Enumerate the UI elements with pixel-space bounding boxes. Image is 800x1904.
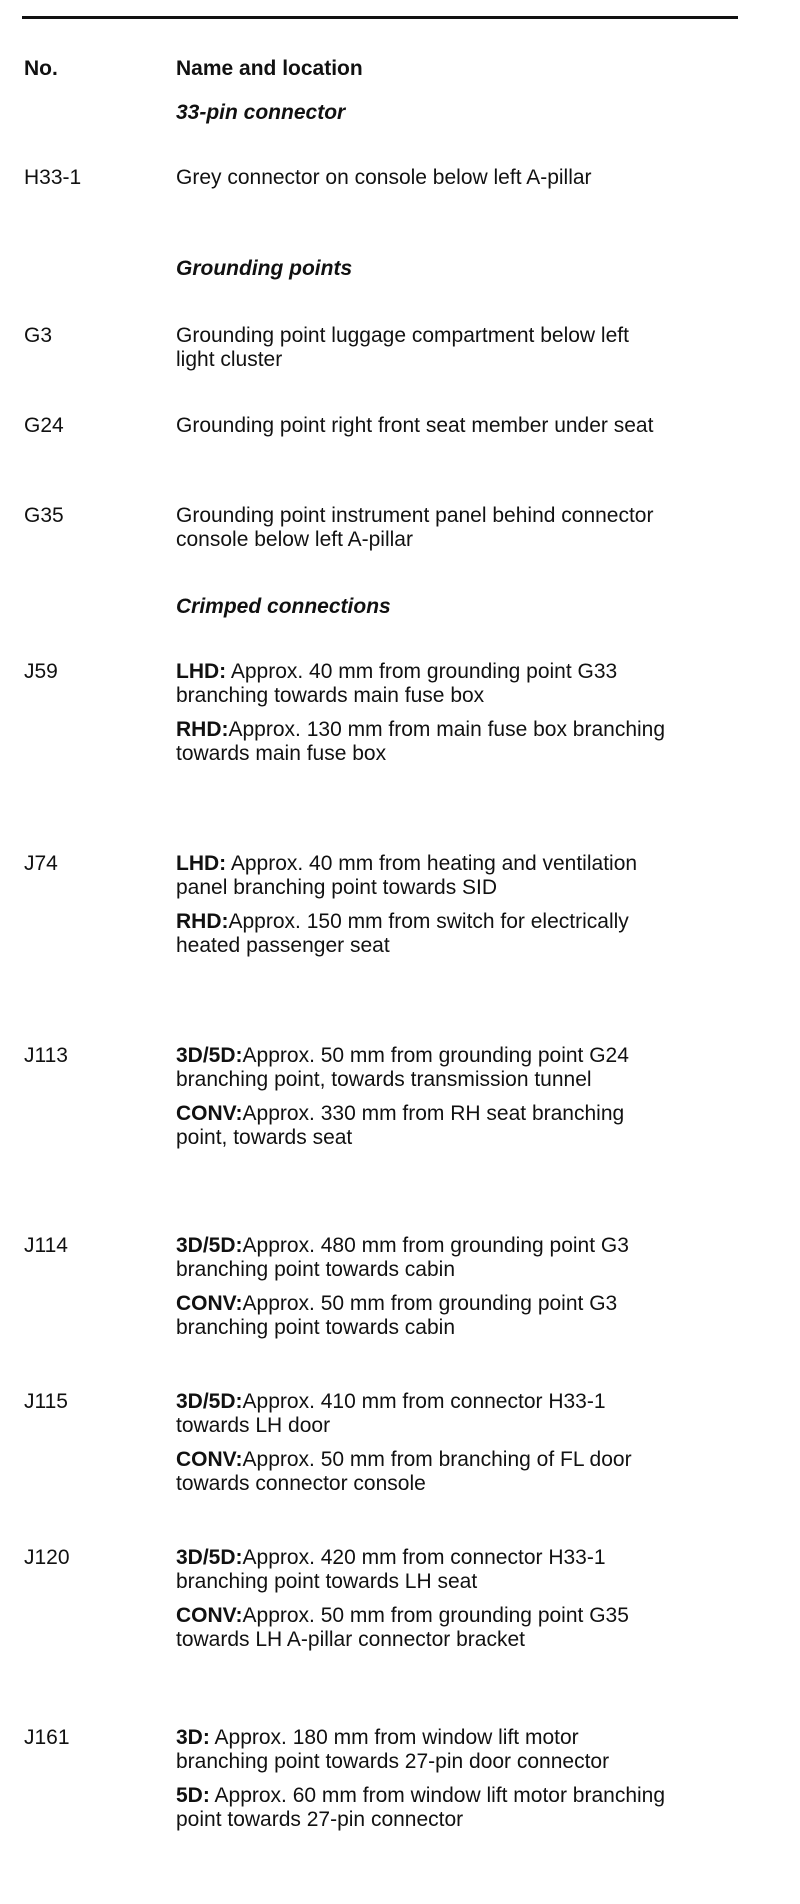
entry-paragraph-rhd	[176, 718, 666, 766]
variant-tag: CONV:	[176, 1604, 243, 1627]
entry-paragraph-conv	[176, 1292, 666, 1340]
variant-text: Approx. 480 mm from grounding point G3 branching point towards cabin	[176, 1234, 629, 1281]
variant-text: Approx. 50 mm from grounding point G35 towards LH A-pillar connector bracket	[176, 1604, 629, 1651]
entry-paragraph-lhd	[176, 660, 666, 708]
entry-paragraph-3d-5d	[176, 1546, 666, 1594]
variant-tag: CONV:	[176, 1448, 243, 1471]
entry-description	[176, 166, 666, 190]
variant-text: Approx. 130 mm from main fuse box branching towards main fuse box	[176, 718, 666, 765]
entry-description	[176, 1234, 666, 1340]
section-title-grounding-points: Grounding points	[176, 257, 353, 280]
entry-paragraph-3d-5d	[176, 1390, 666, 1438]
variant-tag: LHD:	[176, 660, 227, 683]
entry-paragraph-5d	[176, 1784, 666, 1832]
entry-number: J120	[24, 1546, 70, 1569]
variant-text: Approx. 60 mm from window lift motor branching point towards 27-pin connector	[176, 1784, 666, 1831]
variant-tag: 3D/5D:	[176, 1390, 243, 1413]
variant-text: Approx. 40 mm from heating and ventilation panel branching point towards SID	[176, 852, 638, 899]
entry-description	[176, 1546, 666, 1652]
entry-paragraph-lhd	[176, 852, 666, 900]
entry-number: J74	[24, 852, 58, 875]
entry-paragraph-conv	[176, 1448, 666, 1496]
variant-text: Approx. 180 mm from window lift motor branching point towards 27-pin door connector	[176, 1726, 610, 1773]
variant-text: Approx. 50 mm from branching of FL door towards connector console	[176, 1448, 632, 1495]
variant-text: Approx. 420 mm from connector H33-1 branching point towards LH seat	[176, 1546, 606, 1593]
entry-number: G35	[24, 504, 64, 527]
entry-text: Grounding point right front seat member under seat	[176, 414, 654, 437]
entry-description	[176, 1726, 666, 1832]
entry-paragraph-conv	[176, 1604, 666, 1652]
entry-description	[176, 852, 666, 958]
entry-number: J161	[24, 1726, 70, 1749]
column-header-no: No.	[24, 57, 58, 80]
variant-tag: 3D/5D:	[176, 1044, 243, 1067]
entry-number: G24	[24, 414, 64, 437]
variant-tag: CONV:	[176, 1102, 243, 1125]
variant-tag: 3D/5D:	[176, 1234, 243, 1257]
variant-text: Approx. 50 mm from grounding point G24 branching point, towards transmission tunnel	[176, 1044, 629, 1091]
variant-tag: RHD:	[176, 718, 229, 741]
variant-text: Approx. 150 mm from switch for electrically heated passenger seat	[176, 910, 629, 957]
column-header-name-location: Name and location	[176, 57, 363, 80]
entry-number: J113	[24, 1044, 68, 1067]
entry-paragraph-conv	[176, 1102, 666, 1150]
entry-number: J114	[24, 1234, 68, 1257]
entry-paragraph-3d-5d	[176, 1044, 666, 1092]
variant-tag: 5D:	[176, 1784, 210, 1807]
entry-number: J59	[24, 660, 58, 683]
variant-text: Approx. 410 mm from connector H33-1 towards LH door	[176, 1390, 606, 1437]
variant-tag: CONV:	[176, 1292, 243, 1315]
entry-description	[176, 504, 666, 552]
section-title-33-pin-connector: 33-pin connector	[176, 101, 346, 124]
entry-number: G3	[24, 324, 53, 347]
entry-paragraph-rhd	[176, 910, 666, 958]
entry-paragraph-3d-5d	[176, 1234, 666, 1282]
entry-text: Grounding point instrument panel behind connector console below left A-pillar	[176, 504, 654, 551]
top-rule	[22, 16, 738, 19]
entry-paragraph-3d	[176, 1726, 666, 1774]
entry-number: J115	[24, 1390, 68, 1413]
entry-description	[176, 324, 666, 372]
entry-description	[176, 1390, 666, 1496]
variant-tag: LHD:	[176, 852, 227, 875]
entry-number: H33-1	[24, 166, 82, 189]
section-title-crimped-connections: Crimped connections	[176, 595, 391, 618]
variant-text: Approx. 50 mm from grounding point G3 branching point towards cabin	[176, 1292, 618, 1339]
variant-tag: 3D/5D:	[176, 1546, 243, 1569]
variant-text: Approx. 330 mm from RH seat branching point, towards seat	[176, 1102, 625, 1149]
entry-description	[176, 660, 666, 766]
variant-tag: 3D:	[176, 1726, 210, 1749]
entry-description	[176, 414, 666, 438]
entry-description	[176, 1044, 666, 1150]
entry-text: Grey connector on console below left A-pillar	[176, 166, 592, 189]
entry-text: Grounding point luggage compartment below left light cluster	[176, 324, 629, 371]
variant-text: Approx. 40 mm from grounding point G33 branching towards main fuse box	[176, 660, 618, 707]
variant-tag: RHD:	[176, 910, 229, 933]
